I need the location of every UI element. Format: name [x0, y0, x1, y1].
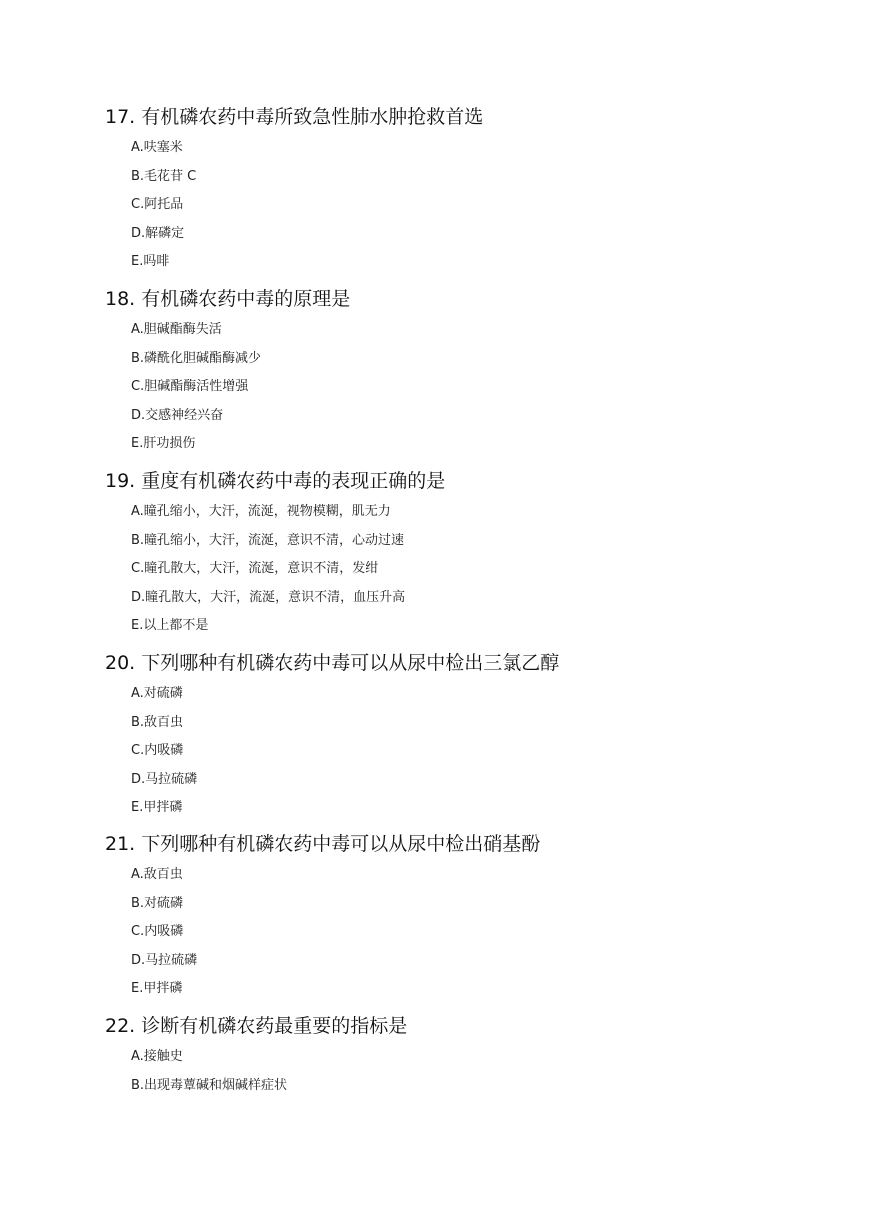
question-18 — [105, 287, 825, 459]
option-b: B.瞳孔缩小，大汗，流涎，意识不清，心动过速 — [131, 532, 405, 548]
option-a: A.瞳孔缩小，大汗，流涎，视物模糊，肌无力 — [131, 504, 391, 519]
option-d: D.瞳孔散大，大汗，流涎，意识不清，血压升高 — [131, 589, 406, 605]
question-title: 22. 诊断有机磷农药最重要的指标是 — [105, 1015, 408, 1037]
option-b: B.毛花苷 C — [131, 168, 197, 184]
option-e: E.甲拌磷 — [131, 800, 183, 815]
question-title: 20. 下列哪种有机磷农药中毒可以从尿中检出三氯乙醇 — [105, 652, 560, 674]
option-d: D.交感神经兴奋 — [131, 407, 224, 423]
option-b: B.敌百虫 — [131, 714, 184, 730]
option-list — [105, 1043, 825, 1100]
option-e: E.甲拌磷 — [131, 981, 183, 996]
option-a: A.接触史 — [131, 1049, 183, 1064]
question-20 — [105, 651, 825, 823]
question-22 — [105, 1014, 825, 1100]
option-list — [105, 316, 825, 459]
option-c: C.内吸磷 — [131, 743, 184, 758]
question-title: 19. 重度有机磷农药中毒的表现正确的是 — [105, 470, 446, 492]
option-list — [105, 680, 825, 823]
option-b: B.磷酰化胆碱酯酶减少 — [131, 350, 262, 366]
option-b: B.出现毒蕈碱和烟碱样症状 — [131, 1077, 288, 1093]
question-title: 18. 有机磷农药中毒的原理是 — [105, 288, 351, 310]
option-d: D.马拉硫磷 — [131, 952, 198, 968]
option-list — [105, 861, 825, 1004]
question-17 — [105, 105, 825, 277]
question-title: 21. 下列哪种有机磷农药中毒可以从尿中检出硝基酚 — [105, 833, 541, 855]
option-e: E.肝功损伤 — [131, 436, 196, 451]
option-b: B.对硫磷 — [131, 895, 184, 911]
option-list — [105, 498, 825, 641]
option-a: A.呋塞米 — [131, 140, 183, 155]
option-c: C.阿托品 — [131, 197, 184, 212]
option-e: E.以上都不是 — [131, 618, 209, 633]
option-d: D.解磷定 — [131, 225, 185, 241]
option-d: D.马拉硫磷 — [131, 771, 198, 787]
option-c: C.胆碱酯酶活性增强 — [131, 379, 249, 394]
question-21 — [105, 832, 825, 1004]
question-19 — [105, 469, 825, 641]
question-title: 17. 有机磷农药中毒所致急性肺水肿抢救首选 — [105, 106, 484, 128]
option-c: C.内吸磷 — [131, 924, 184, 939]
option-a: A.敌百虫 — [131, 867, 183, 882]
option-c: C.瞳孔散大，大汗，流涎，意识不清，发绀 — [131, 561, 379, 576]
option-e: E.吗啡 — [131, 254, 170, 269]
option-a: A.对硫磷 — [131, 686, 183, 701]
option-list — [105, 134, 825, 277]
option-a: A.胆碱酯酶失活 — [131, 322, 222, 337]
